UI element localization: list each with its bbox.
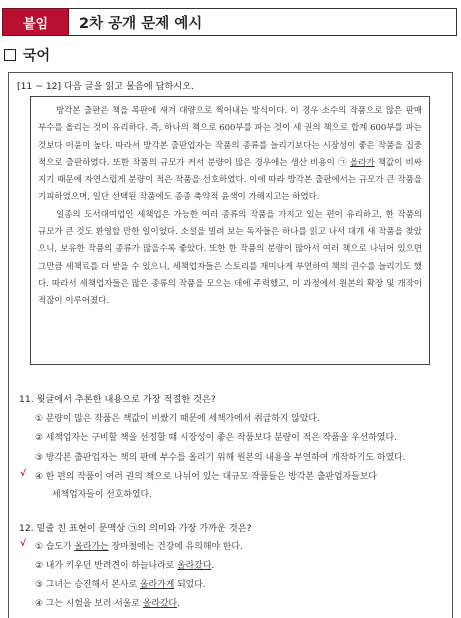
q12-option-3[interactable]: ③ 그녀는 승진해서 본사로 올라가게 되었다. bbox=[35, 580, 206, 590]
q11-option-4-continued: 세책업자들이 선호하였다. bbox=[52, 490, 152, 500]
passage-text: 방각본 출판은 책을 목판에 새겨 대량으로 찍어내는 방식이다. 이 경우 소수의 작품으로 많은 판매 부수를 올리는 것이 유리하다. 즉, 하나의 책으로 600부를 파는 것이 세 권의 책으로 합계 600부를 파는 것보다 이윤이 높다. 따라서 방각본 출판업자는 작품의 종류를 늘리기보다는 시장성이 좋은 작품을 집중적으로 출판하였다. 또한 작품의 규모가 커서 분량이 많은 경우에는 생산 비용이 ㉠ bbox=[38, 106, 422, 168]
checkbox-square-icon bbox=[4, 49, 16, 61]
page-header bbox=[2, 8, 457, 36]
answer-check-icon: √ bbox=[20, 469, 27, 479]
underlined-word: 올라가 bbox=[350, 157, 375, 168]
q11-option-3[interactable]: ③ 방각본 출판업자는 책의 판매 부수를 올리기 위해 원본의 내용을 부연하여 개작하기도 하였다. bbox=[35, 453, 406, 463]
q11-option-2[interactable]: ② 세책업자는 구비할 책을 선정할 때 시장성이 좋은 작품보다 분량이 적은 작품을 우선하였다. bbox=[35, 433, 397, 443]
answer-check-icon: √ bbox=[20, 539, 27, 549]
q12-option-4[interactable]: ④ 그는 시험을 보러 서울로 올라갔다. bbox=[35, 599, 180, 609]
question-11-stem: 11. 윗글에서 추론한 내용으로 가장 적절한 것은? bbox=[19, 394, 216, 405]
q12-option-2[interactable]: ② 내가 키우던 반려견이 하늘나라로 올라갔다. bbox=[35, 561, 215, 571]
passage-text: 책값이 비싸지기 때문에 자연스럽게 분량이 적은 작품을 선호하였다. 이에 따라 방각본 출판에서는 규모가 큰 작품을 기피하였으며, 일단 선택된 작품에도 종종 축약적 윤색이 가해지고는 하였다. bbox=[38, 157, 422, 203]
instruction-text: [11 ~ 12] 다음 글을 읽고 물음에 답하시오. bbox=[17, 81, 194, 92]
subject-label: 국어 bbox=[23, 48, 51, 64]
passage-paragraph-2: 일종의 도서대여업인 세책업은 가능한 여러 종류의 작품을 가지고 있는 편이 유리하고, 한 작품의 규모가 큰 것도 환영할 만한 일이었다. 소설을 빌려 보는 독자들은 하나를 읽고 나서 대개 새 작품을 찾았으니, 보유한 작품의 종류가 많을수록 좋았다. 또한 한 작품의 분량이 많아서 여러 책으로 나뉘어 있으면 그만큼 세책료를 더 받을 수 있으니, 세책업자들은 스토리를 재미나게 부연하여 책의 권수를 늘리기도 했다. 따라서 세책업자들은 많은 종류의 작품을 모으는 데에 주력했고, 이 과정에서 원본의 확장 및 개작이 적잖이 이루어졌다. bbox=[38, 209, 422, 307]
subject-heading bbox=[4, 45, 50, 65]
attachment-tag: 붙임 bbox=[2, 8, 69, 36]
page-title: 2차 공개 문제 예시 bbox=[69, 8, 457, 36]
q12-option-1[interactable]: ① 습도가 올라가는 장마철에는 건강에 유의해야 한다. bbox=[35, 542, 243, 552]
question-12-stem: 12. 밑줄 친 표현이 문맥상 ㉠의 의미와 가장 가까운 것은? bbox=[19, 523, 252, 534]
q11-option-4[interactable]: ④ 한 편의 작품이 여러 권의 책으로 나뉘어 있는 대규모 작품들은 방각본 출판업자들보다 bbox=[35, 472, 377, 482]
reading-passage bbox=[30, 96, 430, 365]
q11-option-1[interactable]: ① 분량이 많은 작품은 책값이 비쌌기 때문에 세책가에서 취급하지 않았다. bbox=[35, 414, 320, 424]
passage-paragraph-1 bbox=[38, 103, 422, 207]
